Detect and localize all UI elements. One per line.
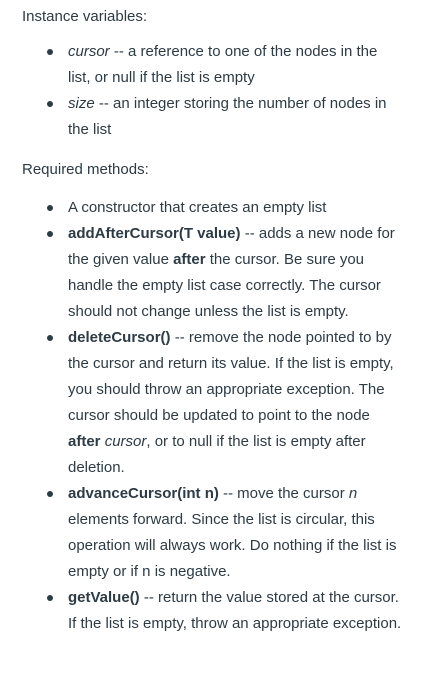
list-item-advance-cursor (22, 481, 404, 585)
bullet-icon (47, 595, 53, 601)
variable-name-cursor: cursor (68, 43, 110, 60)
method-desc-delete-part1: -- remove the node pointed to by the cursor and return its value. If the list is empty, you should throw an appropriate exception. The cursor should be updated to point to the node (68, 329, 394, 424)
method-desc-constructor: A constructor that creates an empty list (68, 199, 327, 216)
method-desc-delete-part3: , or to null if the list is empty after deletion. (68, 433, 366, 476)
bullet-icon (47, 101, 53, 107)
method-emphasis-n: n (348, 485, 358, 502)
method-name-delete-cursor: deleteCursor() (68, 329, 171, 346)
list-item-add-after-cursor (22, 221, 404, 325)
method-desc-add-part1: -- adds a new node for the given value (68, 225, 395, 268)
method-desc-advance-part1: -- move the cursor (218, 485, 349, 502)
method-desc-advance-part2: elements forward. Since the list is circular, this operation will always work. Do nothing if the list is empty or if n is negative. (68, 511, 397, 580)
variable-desc-size: -- an integer storing the number of nodes in the list (68, 95, 387, 138)
list-item-constructor (22, 195, 404, 221)
bullet-icon (47, 491, 53, 497)
list-item-delete-cursor (22, 325, 404, 481)
instance-variables-list (22, 39, 404, 143)
list-item-get-value (22, 585, 404, 637)
bullet-icon (47, 205, 53, 211)
required-methods-heading: Required methods: (22, 161, 149, 178)
method-name-get-value: getValue() (68, 589, 140, 606)
method-desc-get: -- return the value stored at the cursor. If the list is empty, throw an appropriate exception. (68, 589, 402, 632)
method-name-add-after-cursor: addAfterCursor(T value) (68, 225, 241, 242)
list-item-size (22, 91, 404, 143)
method-emphasis-after: after (68, 433, 101, 450)
bullet-icon (47, 335, 53, 341)
method-name-advance-cursor: advanceCursor(int n) (68, 485, 219, 502)
method-desc-add-part2: the cursor. Be sure you handle the empty list case correctly. The cursor should not change unless the list is empty. (68, 251, 381, 320)
bullet-icon (47, 231, 53, 237)
method-emphasis-cursor: cursor (104, 433, 147, 450)
required-methods-list (22, 195, 404, 637)
instance-variables-heading: Instance variables: (22, 8, 148, 25)
list-item-cursor (22, 39, 404, 91)
method-emphasis-after: after (173, 251, 206, 268)
bullet-icon (47, 49, 53, 55)
variable-name-size: size (68, 95, 95, 112)
variable-desc-cursor: -- a reference to one of the nodes in the list, or null if the list is empty (68, 43, 378, 86)
